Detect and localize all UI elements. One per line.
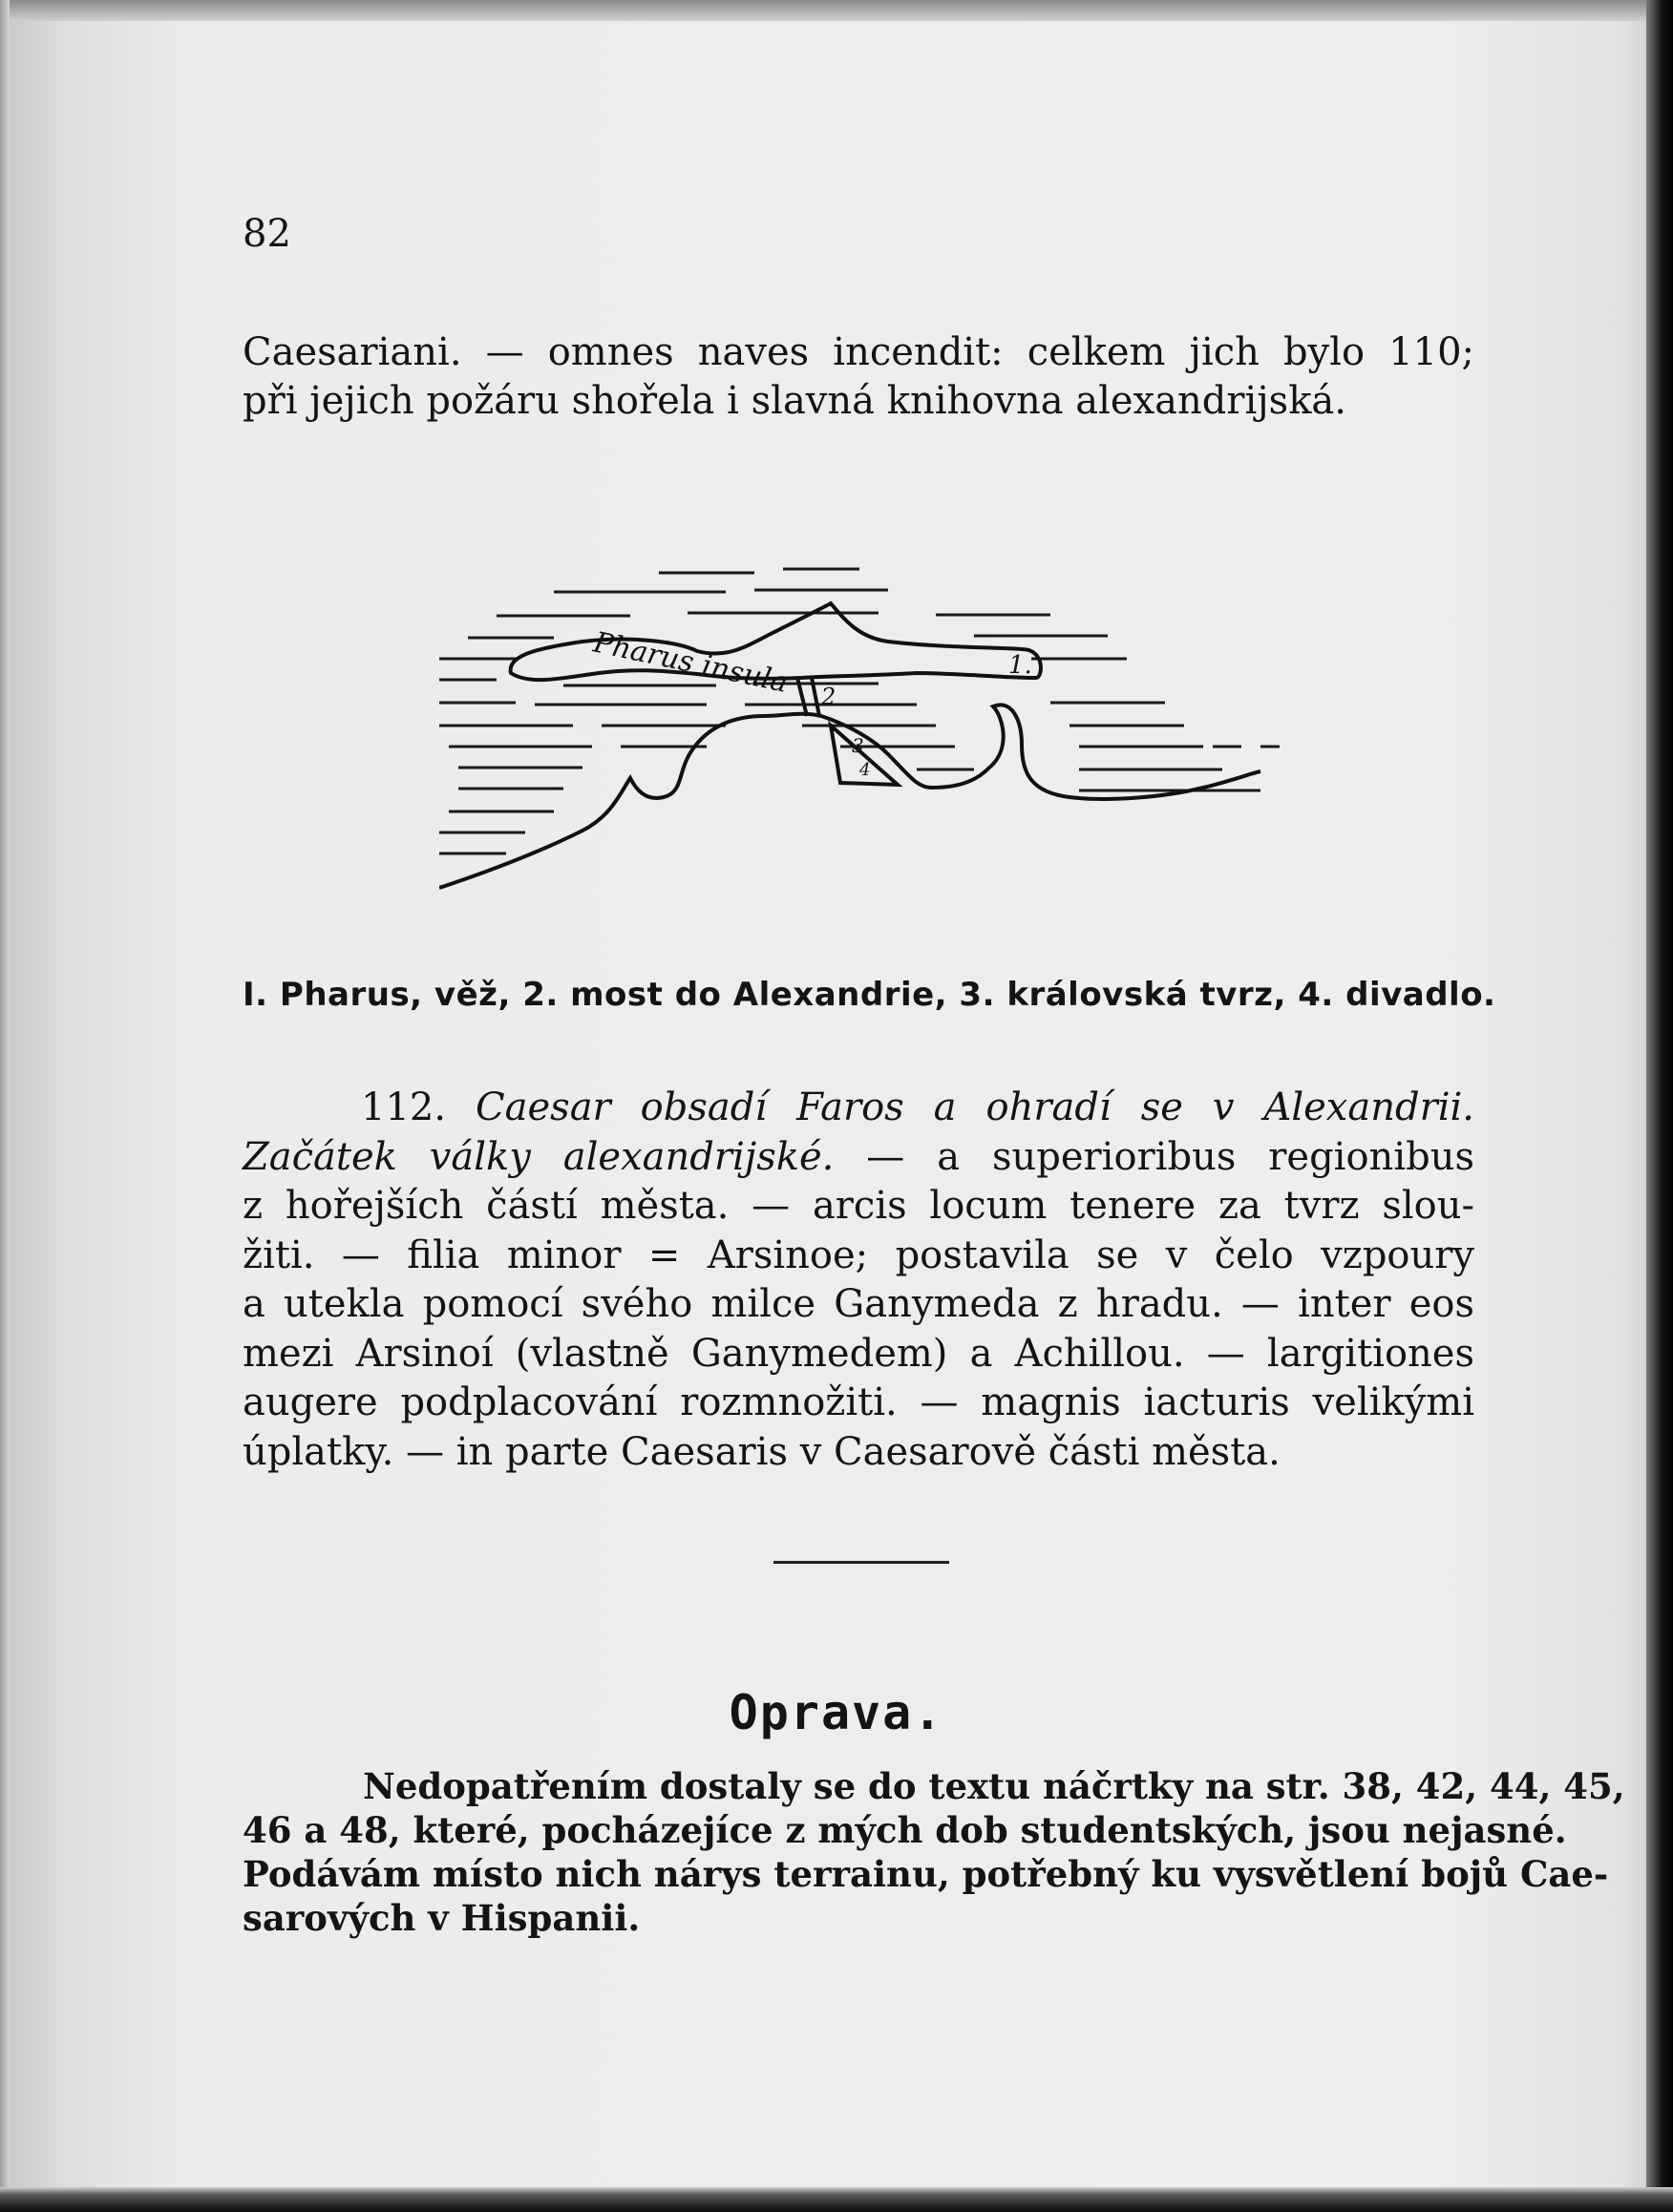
text-line: Nedopatřením dostaly se do textu náčrtky na str. 38, 42, 44, 45, xyxy=(363,1765,1625,1807)
text-line: Caesariani. — omnes naves incendit: celkem jich bylo 110; xyxy=(243,330,1474,374)
section-subtitle: Začátek války alexandrijské. xyxy=(243,1134,835,1179)
page-number: 82 xyxy=(243,212,291,256)
text-line: žiti. — filia minor = Arsinoe; postavila se v čelo vzpoury xyxy=(243,1232,1474,1277)
label-3: 3 xyxy=(852,734,864,757)
scan-edge-right xyxy=(1646,0,1673,2212)
section-divider xyxy=(773,1561,949,1564)
text-line: sarových v Hispanii. xyxy=(243,1897,641,1939)
errata-paragraph xyxy=(243,1764,1625,1940)
text-line: mezi Arsinoí (vlastně Ganymedem) a Achillou. — largitiones xyxy=(243,1331,1474,1376)
section-number: 112. xyxy=(361,1085,447,1129)
text-line: z hořejších částí města. — arcis locum tenere za tvrz slou- xyxy=(243,1184,1474,1228)
label-pharus-insula: Pharus insula xyxy=(590,625,792,700)
map-labels xyxy=(589,625,1031,780)
figure-caption: I. Pharus, věž, 2. most do Alexandrie, 3. královská tvrz, 4. divadlo. xyxy=(243,976,1496,1014)
text-line: a utekla pomocí svého milce Ganymeda z hradu. — inter eos xyxy=(243,1282,1474,1326)
scan-edge-left xyxy=(0,0,10,2212)
water-hatching xyxy=(439,569,1280,853)
scan-edge-bottom xyxy=(0,2187,1673,2212)
label-4: 4 xyxy=(859,760,871,780)
label-2: 2 xyxy=(821,684,836,710)
text-line xyxy=(243,1133,1474,1183)
text-line: Podávám místo nich nárys terrainu, potřebný ku vysvětlení bojů Cae- xyxy=(243,1853,1609,1895)
section-title: Caesar obsadí Faros a ohradí se v Alexandrii. xyxy=(476,1085,1474,1129)
scan-edge-top xyxy=(0,0,1673,21)
text-run: — a superioribus regionibus xyxy=(866,1134,1475,1179)
text-line: 46 a 48, které, pocházejíce z mých dob studentských, jsou nejasné. xyxy=(243,1809,1567,1851)
text-line: při jejich požáru shořela i slavná knihovna alexandrijská. xyxy=(243,379,1346,423)
errata-heading: Oprava. xyxy=(729,1685,944,1740)
alexandria-map-sketch xyxy=(439,535,1280,916)
text-line xyxy=(243,1084,1474,1133)
text-line: úplatky. — in parte Caesaris v Caesarově části města. xyxy=(243,1429,1281,1474)
label-1: 1. xyxy=(1008,651,1032,680)
section-112 xyxy=(243,1084,1474,1477)
paragraph-caesariani xyxy=(243,328,1474,426)
map-svg xyxy=(439,535,1280,916)
text-line: augere podplacování rozmnožiti. — magnis iacturis velikými xyxy=(243,1380,1474,1424)
